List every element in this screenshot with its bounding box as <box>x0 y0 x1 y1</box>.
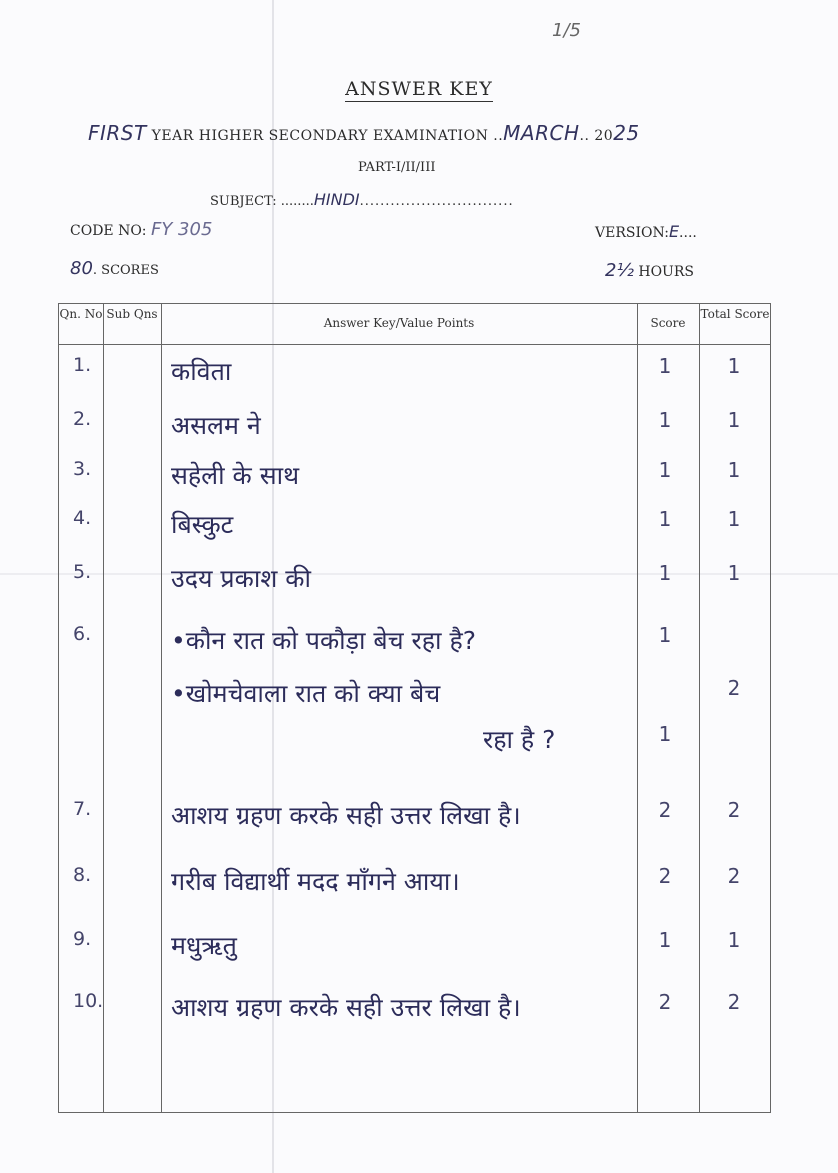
question-number: 10. <box>73 990 104 1012</box>
answer-text: कविता <box>171 357 232 386</box>
question-number: 6. <box>73 623 92 645</box>
subject-dots: .............................. <box>359 194 514 209</box>
answer-text: असलम ने <box>171 411 261 440</box>
code-line <box>70 219 212 240</box>
answer-text: गरीब विद्यार्थी मदद माँगने आया। <box>171 867 460 896</box>
exam-month: MARCH <box>503 121 580 145</box>
header-score: Score <box>650 316 686 330</box>
header-total: Total Score <box>700 307 770 321</box>
question-number: 3. <box>73 458 92 480</box>
answer-text: रहा है ? <box>483 725 556 754</box>
total-score-value: 1 <box>727 561 741 585</box>
question-number: 2. <box>73 408 92 430</box>
exam-prefix: FIRST <box>88 121 147 145</box>
code-label: CODE NO: <box>70 223 147 239</box>
header-answer: Answer Key/Value Points <box>323 316 475 330</box>
total-score-value: 2 <box>727 798 741 822</box>
score-value: 2 <box>658 864 672 888</box>
answer-text: •खोमचेवाला रात को क्या बेच <box>171 679 441 708</box>
total-score-value: 2 <box>727 864 741 888</box>
score-value: 1 <box>658 722 672 746</box>
header-divider <box>59 344 770 345</box>
score-value: 1 <box>658 354 672 378</box>
question-number: 4. <box>73 507 92 529</box>
score-value: 1 <box>658 561 672 585</box>
scores-value: 80 <box>70 258 93 279</box>
answer-table <box>58 303 771 1113</box>
question-number: 1. <box>73 354 92 376</box>
page-title: ANSWER KEY <box>345 78 493 100</box>
code-value: FY 305 <box>150 219 213 240</box>
question-number: 7. <box>73 798 92 820</box>
score-value: 2 <box>658 798 672 822</box>
exam-dots: .. <box>579 128 590 144</box>
question-number: 5. <box>73 561 92 583</box>
answer-text: आशय ग्रहण करके सही उत्तर लिखा है। <box>171 993 521 1022</box>
answer-text: आशय ग्रहण करके सही उत्तर लिखा है। <box>171 801 521 830</box>
total-score-value: 2 <box>727 676 741 700</box>
header-sub: Sub Qns <box>106 307 158 321</box>
score-value: 1 <box>658 408 672 432</box>
total-score-value: 1 <box>727 928 741 952</box>
hours-value: 2½ <box>605 260 634 281</box>
version-label: VERSION: <box>595 225 669 241</box>
part-label: PART-I/II/III <box>358 160 436 175</box>
scores-line <box>70 258 159 279</box>
subject-line <box>210 190 514 209</box>
score-value: 1 <box>658 458 672 482</box>
subject-value: HINDI <box>313 190 360 209</box>
score-value: 2 <box>658 990 672 1014</box>
subject-label: SUBJECT: ........ <box>210 194 314 209</box>
question-number: 8. <box>73 864 92 886</box>
answer-text: बिस्कुट <box>171 510 234 539</box>
total-score-value: 2 <box>727 990 741 1014</box>
score-value: 1 <box>658 507 672 531</box>
exam-text: YEAR HIGHER SECONDARY EXAMINATION .. <box>151 128 504 144</box>
page-marker: 1/5 <box>552 20 581 41</box>
hours-line <box>605 260 694 281</box>
scores-label: . SCORES <box>92 263 159 278</box>
exam-year-hand: 25 <box>613 121 640 145</box>
score-value: 1 <box>658 623 672 647</box>
total-score-value: 1 <box>727 507 741 531</box>
version-value: E <box>668 222 680 241</box>
answer-text: उदय प्रकाश की <box>171 564 311 593</box>
total-score-value: 1 <box>727 408 741 432</box>
total-score-value: 1 <box>727 458 741 482</box>
hours-label: HOURS <box>633 264 694 280</box>
exam-year-print: 20 <box>594 128 614 144</box>
total-score-value: 1 <box>727 354 741 378</box>
header-qn: Qn. No <box>59 307 103 321</box>
answer-text: मधुऋतु <box>171 931 237 960</box>
answer-text: •कौन रात को पकौड़ा बेच रहा है? <box>171 626 476 655</box>
question-number: 9. <box>73 928 92 950</box>
version-line <box>595 222 697 241</box>
version-dots: .... <box>679 225 697 241</box>
score-value: 1 <box>658 928 672 952</box>
column-divider <box>161 304 162 1112</box>
answer-text: सहेली के साथ <box>171 461 300 490</box>
exam-line <box>88 121 640 145</box>
